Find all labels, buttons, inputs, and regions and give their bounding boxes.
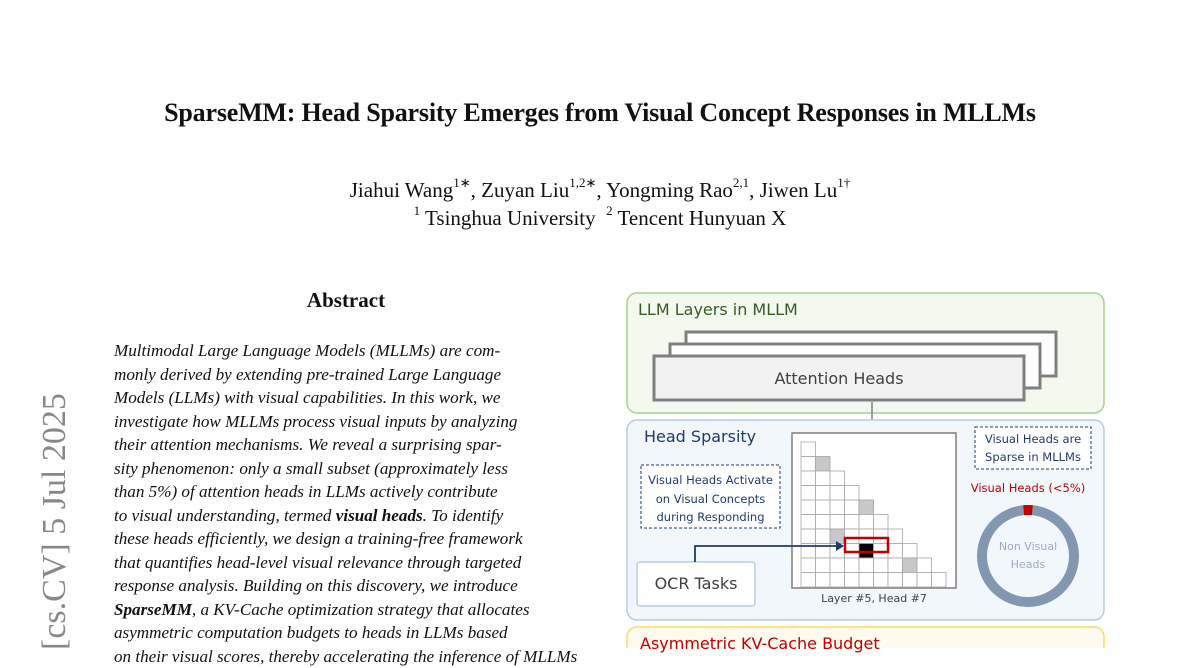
attention-heads-label: Attention Heads	[654, 369, 1024, 388]
attention-cell	[801, 471, 816, 486]
attention-cell	[859, 573, 874, 588]
attention-cell	[874, 529, 889, 544]
attention-cell	[830, 515, 845, 530]
attention-cell	[845, 529, 860, 544]
abstract-line: asymmetric computation budgets to heads in LLMs based	[114, 621, 578, 645]
attention-cell	[816, 486, 831, 501]
panel-title-kv-cache: Asymmetric KV-Cache Budget	[640, 634, 880, 653]
abstract-text: , a KV-Cache optimization strategy that allocates	[192, 600, 530, 619]
attention-cell	[917, 558, 932, 573]
abstract-line: investigate how MLLMs process visual inputs by analyzing	[114, 410, 578, 434]
non-visual-heads-label	[988, 538, 1068, 574]
overview-figure	[624, 290, 1108, 648]
attention-cell	[830, 500, 845, 515]
panel-title-llm-layers: LLM Layers in MLLM	[638, 300, 798, 319]
author-name: Jiwen Lu	[760, 178, 838, 202]
attention-cell	[845, 573, 860, 588]
attention-cell	[816, 471, 831, 486]
attention-cell	[888, 529, 903, 544]
paper-title: SparseMM: Head Sparsity Emerges from Visual Concept Responses in MLLMs	[0, 98, 1200, 128]
attention-cell	[816, 573, 831, 588]
attention-cell	[801, 558, 816, 573]
abstract-line: Multimodal Large Language Models (MLLMs) are com-	[114, 339, 578, 363]
attention-cell	[816, 558, 831, 573]
layer-head-caption: Layer #5, Head #7	[792, 592, 956, 605]
abstract-heading: Abstract	[114, 288, 578, 313]
author-affil-mark: 1,2∗	[569, 175, 596, 190]
attention-cell	[845, 500, 860, 515]
author-name: Zuyan Liu	[481, 178, 569, 202]
author-name: Jiahui Wang	[350, 178, 454, 202]
attention-cell	[845, 558, 860, 573]
note-line: Visual Heads are	[975, 430, 1091, 448]
affiliation-mark: 2	[606, 203, 613, 218]
arxiv-sidebar	[30, 345, 74, 645]
attention-cell	[874, 515, 889, 530]
affiliation-list	[0, 206, 1200, 231]
attention-cell	[859, 529, 874, 544]
attention-cell	[917, 573, 932, 588]
attention-cell	[830, 573, 845, 588]
author-separator: ,	[749, 178, 760, 202]
abstract-line: monly derived by extending pre-trained Large Language	[114, 363, 578, 387]
attention-cell	[816, 529, 831, 544]
attention-cell	[874, 573, 889, 588]
attention-cell	[888, 544, 903, 559]
author-list	[0, 178, 1200, 203]
note-line: Sparse in MLLMs	[975, 448, 1091, 466]
activate-note	[641, 471, 780, 527]
affiliation-name: Tsinghua University	[425, 206, 596, 230]
author-separator: ,	[596, 178, 606, 202]
attention-cell	[816, 515, 831, 530]
attention-cell	[801, 486, 816, 501]
arxiv-stamp: [cs.CV] 5 Jul 2025	[36, 393, 74, 650]
abstract-line: than 5%) of attention heads in LLMs actively contribute	[114, 480, 578, 504]
attention-cell	[903, 573, 918, 588]
attention-cell	[830, 471, 845, 486]
attention-cell	[859, 500, 874, 515]
abstract-text: to visual understanding, termed	[114, 506, 336, 525]
note-line: during Responding	[641, 508, 780, 527]
abstract-body	[114, 339, 578, 668]
attention-cell	[845, 486, 860, 501]
abstract-line: Models (LLMs) with visual capabilities. In this work, we	[114, 386, 578, 410]
abstract-line: sity phenomenon: only a small subset (approximately less	[114, 457, 578, 481]
attention-cell	[932, 573, 947, 588]
abstract-line: that quantifies head-level visual relevance through targeted	[114, 551, 578, 575]
visual-heads-term: visual heads	[336, 506, 423, 525]
abstract-line: on their visual scores, thereby accelerating the inference of MLLMs	[114, 645, 578, 668]
author-affil-mark: 1∗	[453, 175, 470, 190]
abstract-line	[114, 504, 578, 528]
attention-cell	[859, 515, 874, 530]
attention-cell	[801, 442, 816, 457]
donut-label-line: Non Visual	[988, 538, 1068, 556]
attention-cell	[830, 529, 845, 544]
note-line: on Visual Concepts	[641, 490, 780, 509]
abstract-text: . To identify	[423, 506, 504, 525]
attention-cell	[859, 558, 874, 573]
attention-cell	[801, 573, 816, 588]
attention-cell	[874, 558, 889, 573]
sparse-note	[975, 430, 1091, 466]
author-separator: ,	[471, 178, 482, 202]
sparsemm-term: SparseMM	[114, 600, 192, 619]
affiliation-mark: 1	[414, 203, 421, 218]
author-name: Yongming Rao	[606, 178, 733, 202]
attention-cell	[830, 558, 845, 573]
visual-heads-pct-label: Visual Heads (<5%)	[964, 481, 1092, 495]
abstract-line	[114, 598, 578, 622]
abstract-line: their attention mechanisms. We reveal a surprising spar-	[114, 433, 578, 457]
panel-title-head-sparsity: Head Sparsity	[644, 427, 756, 446]
attention-cell	[801, 529, 816, 544]
ocr-tasks-label: OCR Tasks	[637, 574, 755, 593]
attention-cell	[845, 515, 860, 530]
attention-cell	[816, 500, 831, 515]
donut-label-line: Heads	[988, 556, 1068, 574]
affiliation-name: Tencent Hunyuan X	[618, 206, 787, 230]
attention-cell	[801, 457, 816, 472]
note-line: Visual Heads Activate	[641, 471, 780, 490]
attention-cell	[903, 558, 918, 573]
attention-cell	[801, 515, 816, 530]
author-affil-mark: 1†	[837, 175, 850, 190]
attention-cell	[830, 486, 845, 501]
author-affil-mark: 2,1	[733, 175, 749, 190]
attention-cell	[801, 500, 816, 515]
attention-cell	[888, 558, 903, 573]
abstract-line: response analysis. Building on this discovery, we introduce	[114, 574, 578, 598]
attention-cell	[816, 457, 831, 472]
attention-cell	[903, 544, 918, 559]
abstract-line: these heads efficiently, we design a training-free framework	[114, 527, 578, 551]
attention-cell	[888, 573, 903, 588]
